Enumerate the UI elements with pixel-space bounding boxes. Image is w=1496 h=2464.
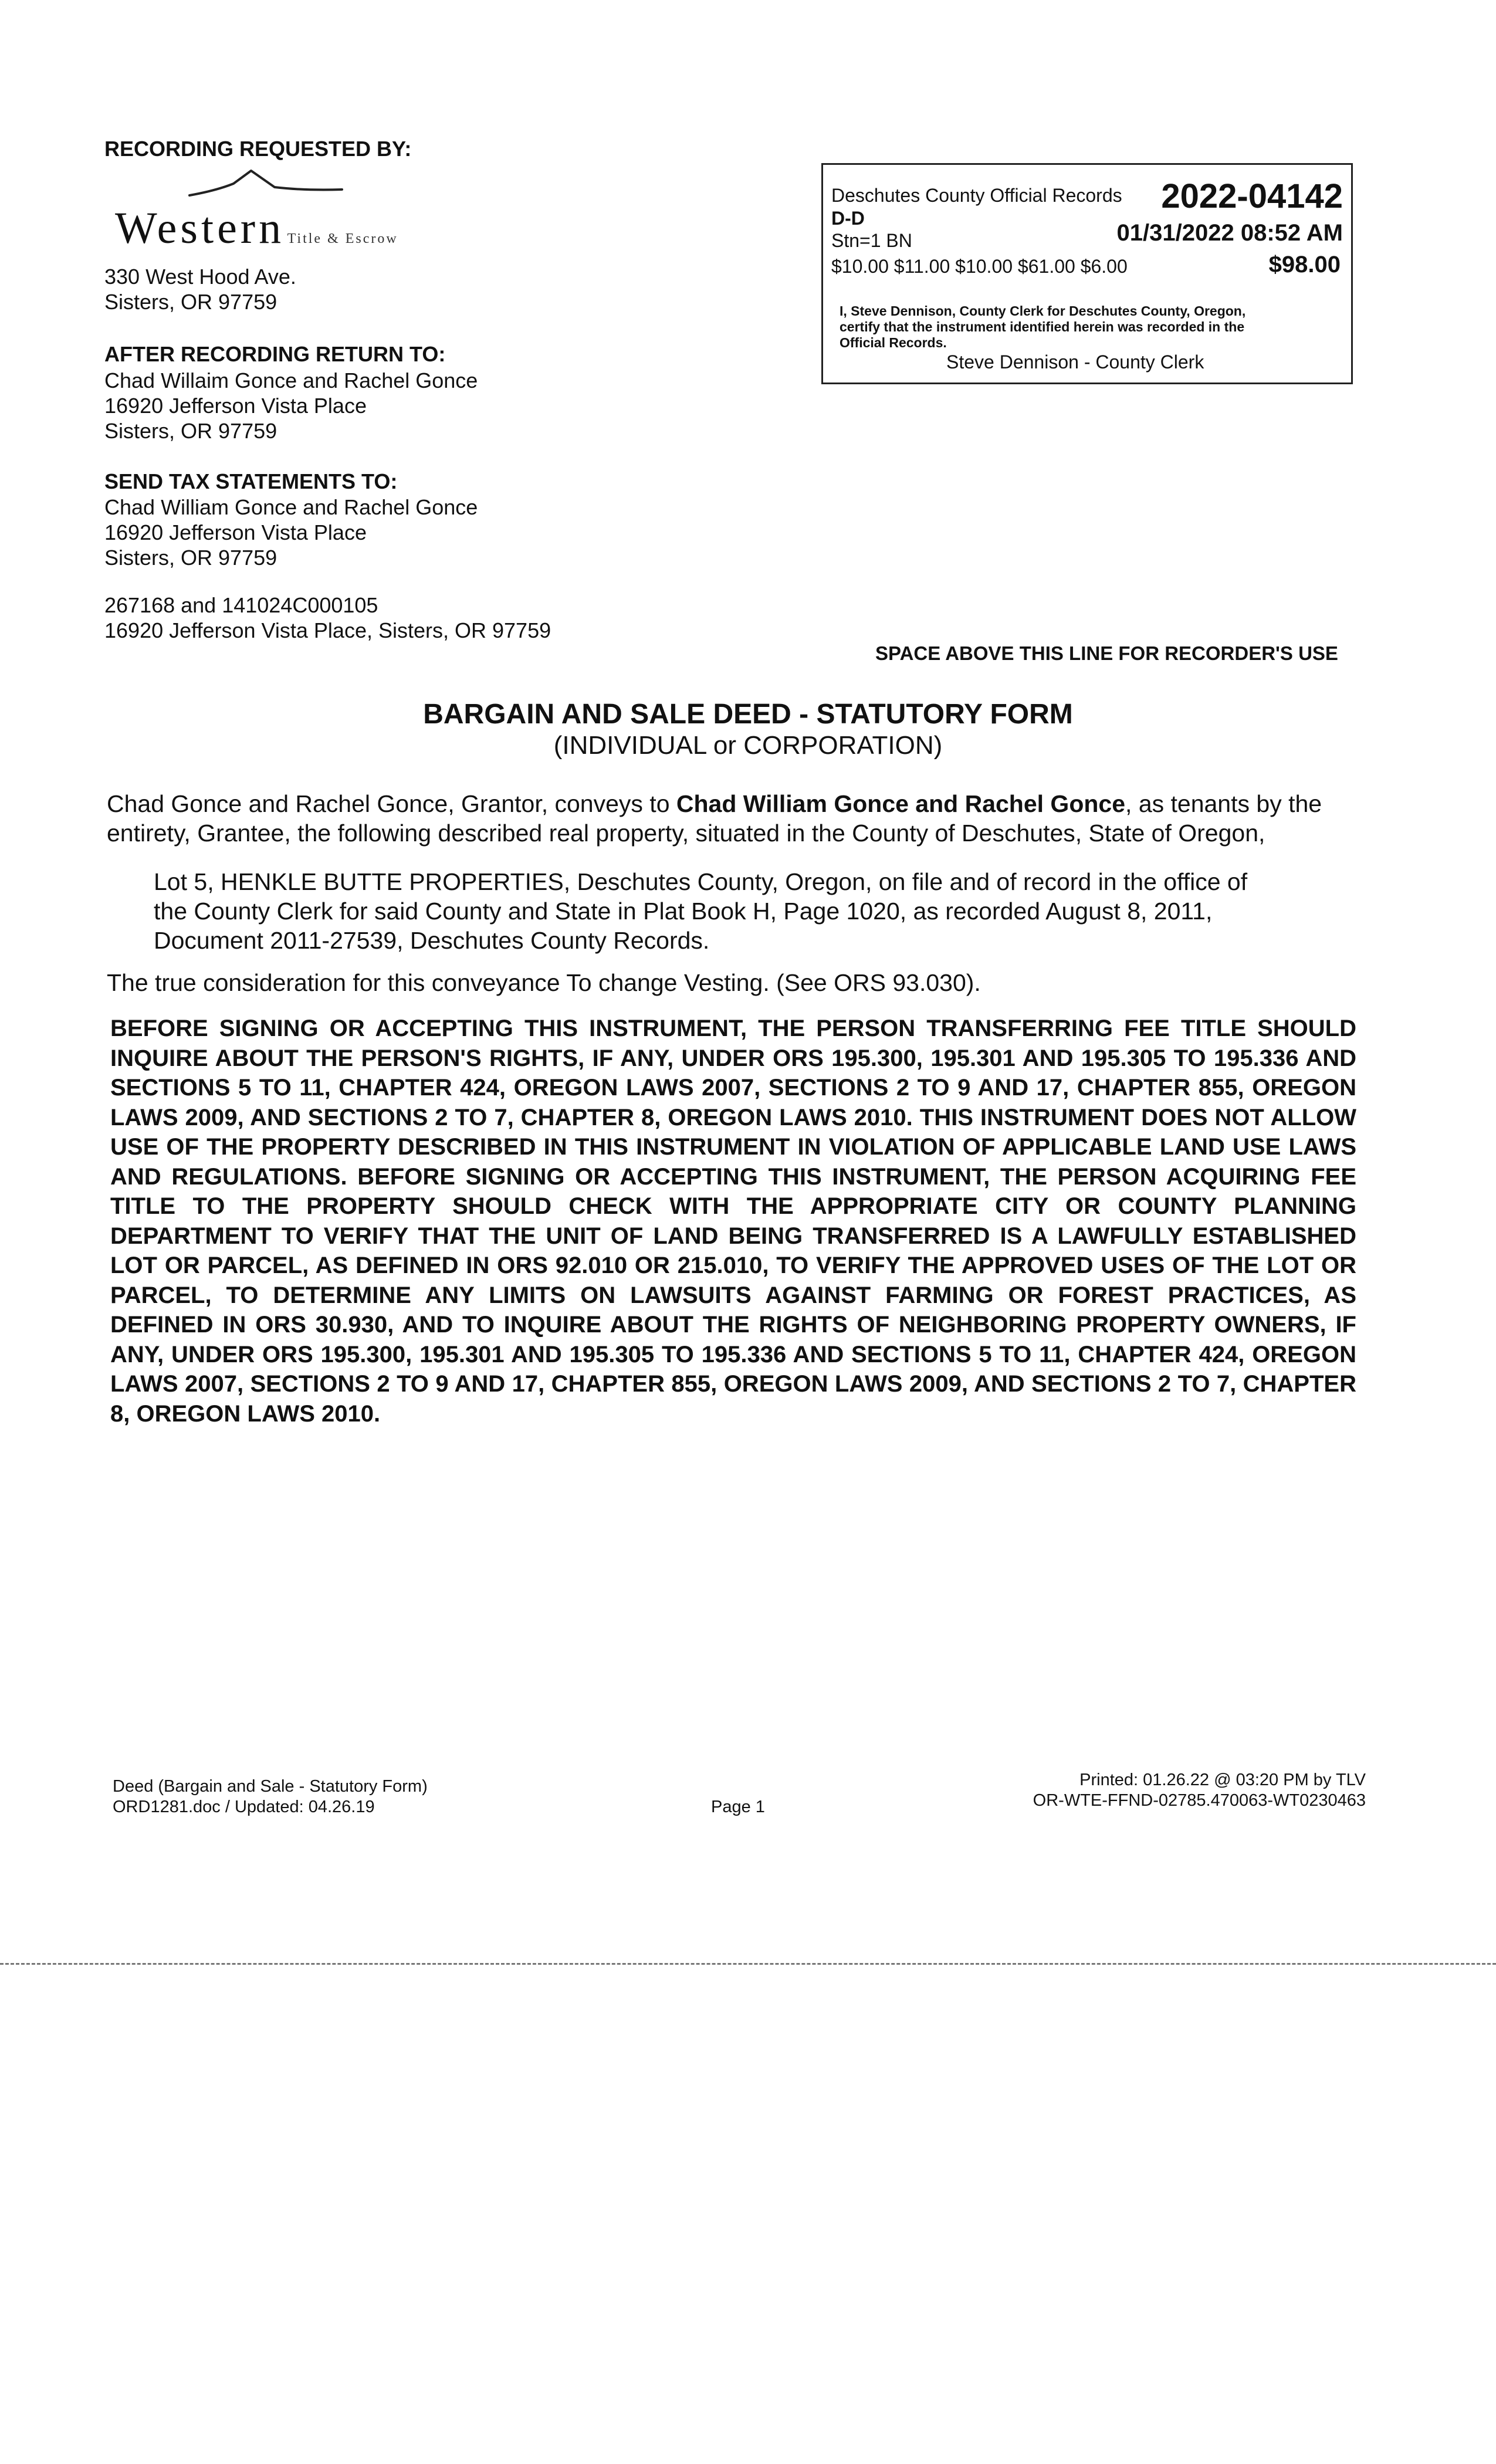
grantor-text: Chad Gonce and Rachel Gonce, Grantor, conveys to [107, 790, 676, 817]
return-to-name: Chad Willaim Gonce and Rachel Gonce [104, 368, 478, 392]
conveyance-line2: entirety, Grantee, the following described real property, situated in the County of Deschutes, State of Oregon, [107, 820, 1265, 847]
stamp-fees: $10.00 $11.00 $10.00 $61.00 $6.00 [831, 256, 1128, 277]
statutory-warning: BEFORE SIGNING OR ACCEPTING THIS INSTRUMENT, THE PERSON TRANSFERRING FEE TITLE SHOULD INQUIRE ABOUT THE PERSON'S RIGHTS, IF ANY, UNDER ORS 195.300, 195.301 AND 195.305 TO 195.336 AND SECTIONS 5 TO 11, CHAPTER 424, OREGON LAWS 2007, SECTIONS 2 TO 9 AND 17, CHAPTER 855, OREGON LAWS 2009, AND SECTIONS 2 TO 7, CHAPTER 8, OREGON LAWS 2010. THIS INSTRUMENT DOES NOT ALLOW USE OF THE PROPERTY DESCRIBED IN THIS INSTRUMENT IN VIOLATION OF APPLICABLE LAND USE LAWS AND REGULATIONS. BEFORE SIGNING OR ACCEPTING THIS INSTRUMENT, THE PERSON ACQUIRING FEE TITLE TO THE PROPERTY SHOULD CHECK WITH THE APPROPRIATE CITY OR COUNTY PLANNING DEPARTMENT TO VERIFY THAT THE UNIT OF LAND BEING TRANSFERRED IS A LAWFULLY ESTABLISHED LOT OR PARCEL, AS DEFINED IN ORS 92.010 OR 215.010, TO VERIFY THE APPROVED USES OF THE LOT OR PARCEL, TO DETERMINE ANY LIMITS ON LAWSUITS AGAINST FARMING OR FOREST PRACTICES, AS DEFINED IN ORS 30.930, AND TO INQUIRE ABOUT THE RIGHTS OF NEIGHBORING PROPERTY OWNERS, IF ANY, UNDER ORS 195.300, 195.301 AND 195.305 TO 195.336 AND SECTIONS 5 TO 11, CHAPTER 424, OREGON LAWS 2007, SECTIONS 2 TO 9 AND 17, CHAPTER 855, OREGON LAWS 2009, AND SECTIONS 2 TO 7, CHAPTER 8, OREGON LAWS 2010. [110, 1016, 1356, 1427]
parcel-address: 16920 Jefferson Vista Place, Sisters, OR 97759 [104, 618, 551, 642]
scan-divider [0, 1963, 1496, 1965]
footer-printed: Printed: 01.26.22 @ 03:20 PM by TLV [1079, 1771, 1366, 1789]
deed-title: BARGAIN AND SALE DEED - STATUTORY FORM [423, 699, 1073, 730]
stamp-cert-line1: I, Steve Dennison, County Clerk for Deschutes County, Oregon, [840, 303, 1246, 319]
tax-to-name: Chad William Gonce and Rachel Gonce [104, 495, 478, 519]
grantee-tenancy: , as tenants by the [1125, 790, 1322, 817]
stamp-cert-line2: certify that the instrument identified herein was recorded in the [840, 319, 1245, 334]
parcel-ids: 267168 and 141024C000105 [104, 593, 378, 617]
tax-statements-label: SEND TAX STATEMENTS TO: [104, 469, 398, 493]
footer-form-name: Deed (Bargain and Sale - Statutory Form) [113, 1777, 428, 1796]
legal-description-line3: Document 2011-27539, Deschutes County Records. [154, 927, 710, 954]
footer-page-number: Page 1 [711, 1798, 765, 1816]
stamp-signature: Steve Dennison - County Clerk [946, 351, 1204, 373]
conveyance-line1 [107, 789, 1368, 818]
company-logo [115, 203, 398, 254]
deed-subtitle: (INDIVIDUAL or CORPORATION) [553, 731, 943, 760]
return-to-label: AFTER RECORDING RETURN TO: [104, 342, 446, 366]
stamp-doc-number: 2022-04142 [1161, 177, 1343, 215]
stamp-datetime: 01/31/2022 08:52 AM [1116, 220, 1343, 246]
stamp-doc-type: D-D [831, 208, 865, 229]
company-logo-sub: Title & Escrow [287, 231, 398, 246]
stamp-cert-line3: Official Records. [840, 335, 947, 350]
tax-to-street: 16920 Jefferson Vista Place [104, 520, 367, 544]
legal-description-line2: the County Clerk for said County and State in Plat Book H, Page 1020, as recorded August 8, 2011, [154, 898, 1213, 925]
stamp-station: Stn=1 BN [831, 230, 912, 251]
stamp-total: $98.00 [1268, 252, 1341, 277]
recorder-use-note: SPACE ABOVE THIS LINE FOR RECORDER'S USE [875, 642, 1338, 664]
tax-to-city: Sisters, OR 97759 [104, 546, 277, 570]
return-to-city: Sisters, OR 97759 [104, 419, 277, 443]
company-address-line1: 330 West Hood Ave. [104, 265, 296, 289]
consideration-statement: The true consideration for this conveyance To change Vesting. (See ORS 93.030). [107, 969, 981, 996]
footer-form-file: ORD1281.doc / Updated: 04.26.19 [113, 1798, 375, 1816]
company-logo-name: Western [115, 204, 285, 253]
mountain-logo-icon [187, 166, 345, 201]
legal-description-line1: Lot 5, HENKLE BUTTE PROPERTIES, Deschutes County, Oregon, on file and of record in the office of [154, 868, 1248, 895]
recording-requested-label: RECORDING REQUESTED BY: [104, 137, 412, 161]
recording-stamp [821, 163, 1353, 384]
footer-order-ref: OR-WTE-FFND-02785.470063-WT0230463 [1033, 1791, 1366, 1810]
grantee-names: Chad William Gonce and Rachel Gonce [676, 790, 1126, 817]
return-to-street: 16920 Jefferson Vista Place [104, 394, 367, 418]
stamp-office: Deschutes County Official Records [831, 185, 1122, 206]
company-address-line2: Sisters, OR 97759 [104, 290, 277, 314]
